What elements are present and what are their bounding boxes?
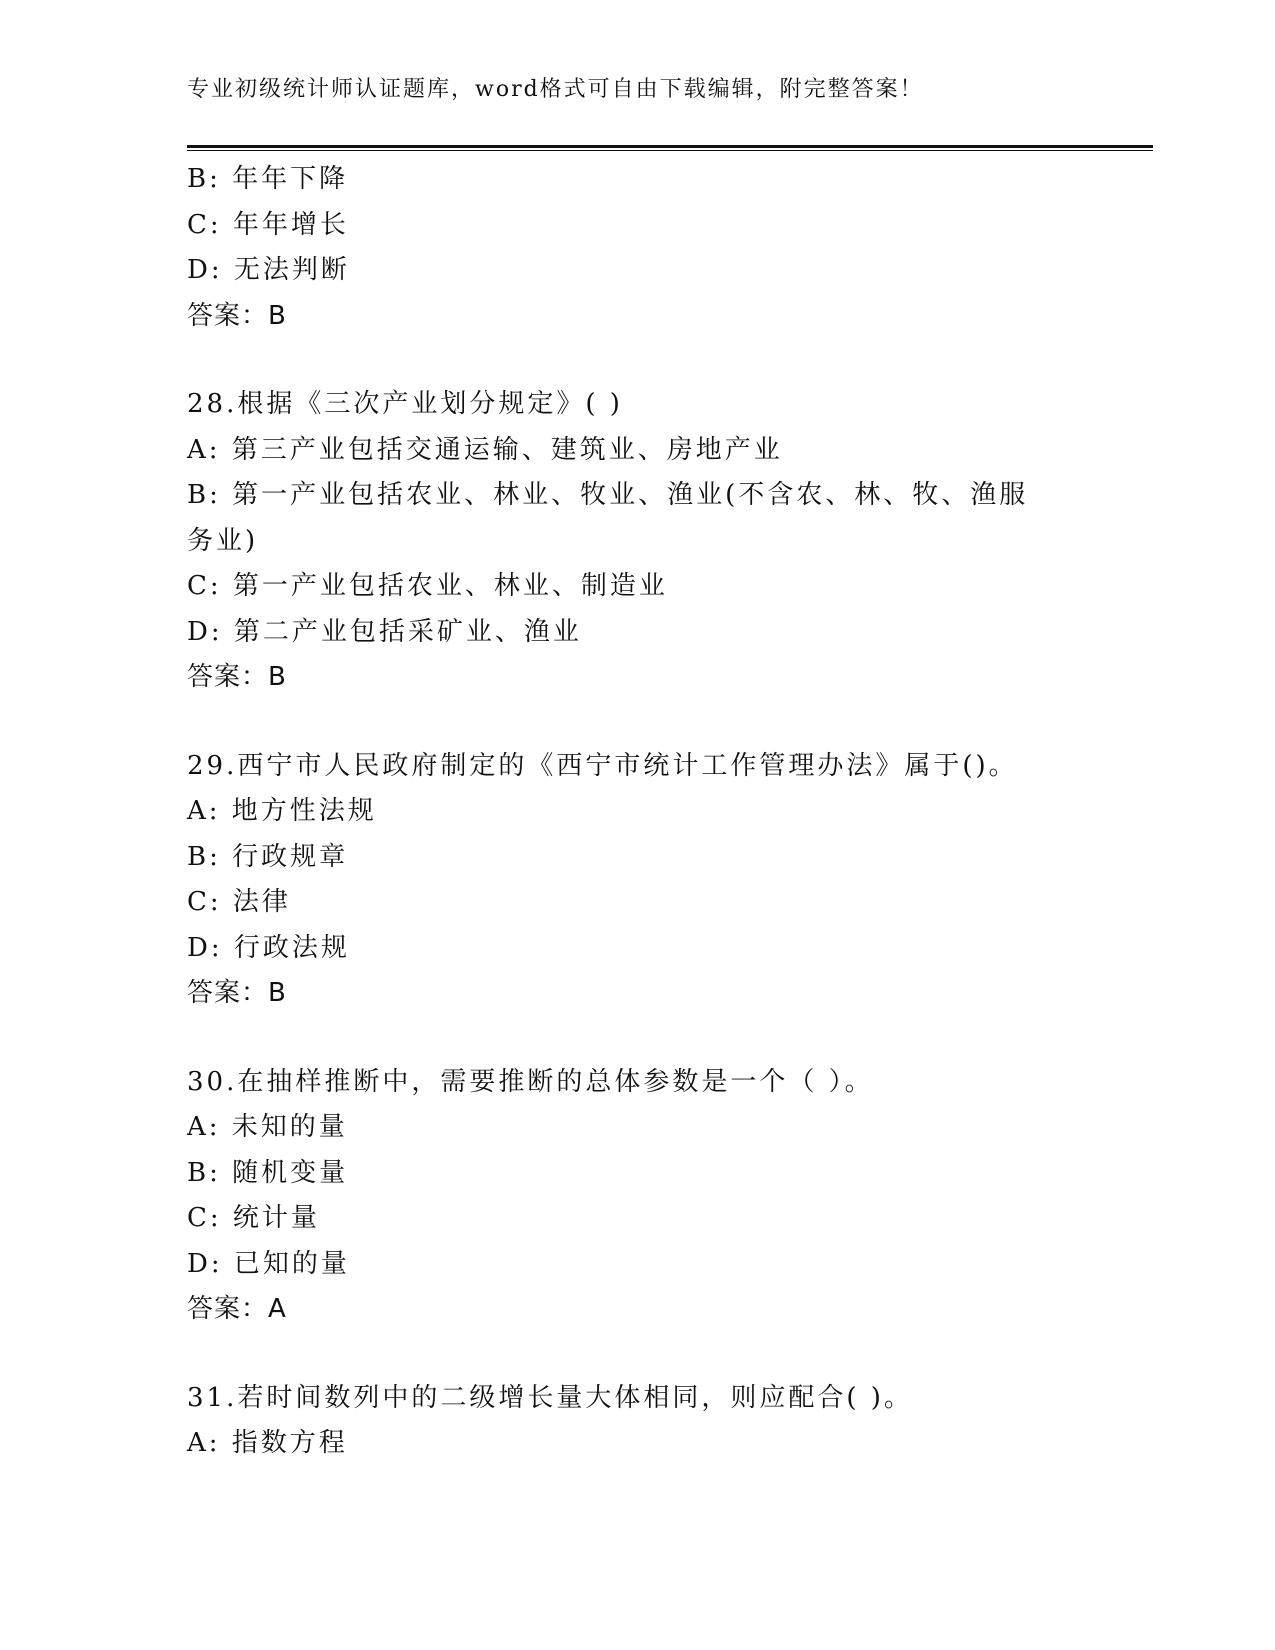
question-29 xyxy=(187,744,1087,1017)
header-rule-thin xyxy=(187,150,1153,151)
page-header: 专业初级统计师认证题库，word格式可自由下载编辑，附完整答案！ xyxy=(187,77,924,102)
question-stem: 28.根据《三次产业划分规定》( ) xyxy=(187,389,623,419)
answer: 答案：B xyxy=(187,300,287,331)
question-28 xyxy=(187,382,1087,701)
option-a: A: 未知的量 xyxy=(187,1112,348,1142)
spacer xyxy=(187,1333,1087,1376)
question-list xyxy=(187,157,1087,1467)
question-stem: 29.西宁市人民政府制定的《西宁市统计工作管理办法》属于()。 xyxy=(187,750,1018,781)
option-d: D: 行政法规 xyxy=(187,932,350,963)
option-b: B: 年年下降 xyxy=(187,164,349,194)
option-c: C: 年年增长 xyxy=(187,209,349,240)
option-d: D: 第二产业包括采矿业、渔业 xyxy=(187,616,582,647)
option-d: D: 已知的量 xyxy=(187,1248,350,1279)
answer: 答案：A xyxy=(187,1294,287,1324)
option-b: B: 随机变量 xyxy=(187,1157,349,1188)
option-a: A: 第三产业包括交通运输、建筑业、房地产业 xyxy=(187,434,783,465)
option-d: D: 无法判断 xyxy=(187,255,350,285)
answer: 答案：B xyxy=(187,662,287,692)
spacer xyxy=(187,701,1087,744)
option-b: B: 行政规章 xyxy=(187,841,349,872)
option-c: C: 第一产业包括农业、林业、制造业 xyxy=(187,571,668,601)
option-b: B: 第一产业包括农业、林业、牧业、渔业(不含农、林、牧、渔服务业) xyxy=(187,480,1029,556)
option-a: A: 指数方程 xyxy=(187,1428,348,1458)
answer: 答案：B xyxy=(187,978,287,1008)
option-c: C: 统计量 xyxy=(187,1203,320,1233)
question-31 xyxy=(187,1376,1087,1467)
option-a: A: 地方性法规 xyxy=(187,796,377,826)
question-stem: 30.在抽样推断中，需要推断的总体参数是一个（ ）。 xyxy=(187,1066,874,1097)
carryover-question xyxy=(187,157,1087,339)
question-stem: 31.若时间数列中的二级增长量大体相同，则应配合( )。 xyxy=(187,1382,913,1413)
spacer xyxy=(187,339,1087,382)
header-rule-thick xyxy=(187,145,1153,148)
spacer xyxy=(187,1017,1087,1060)
option-c: C: 法律 xyxy=(187,887,291,917)
question-30 xyxy=(187,1060,1087,1333)
